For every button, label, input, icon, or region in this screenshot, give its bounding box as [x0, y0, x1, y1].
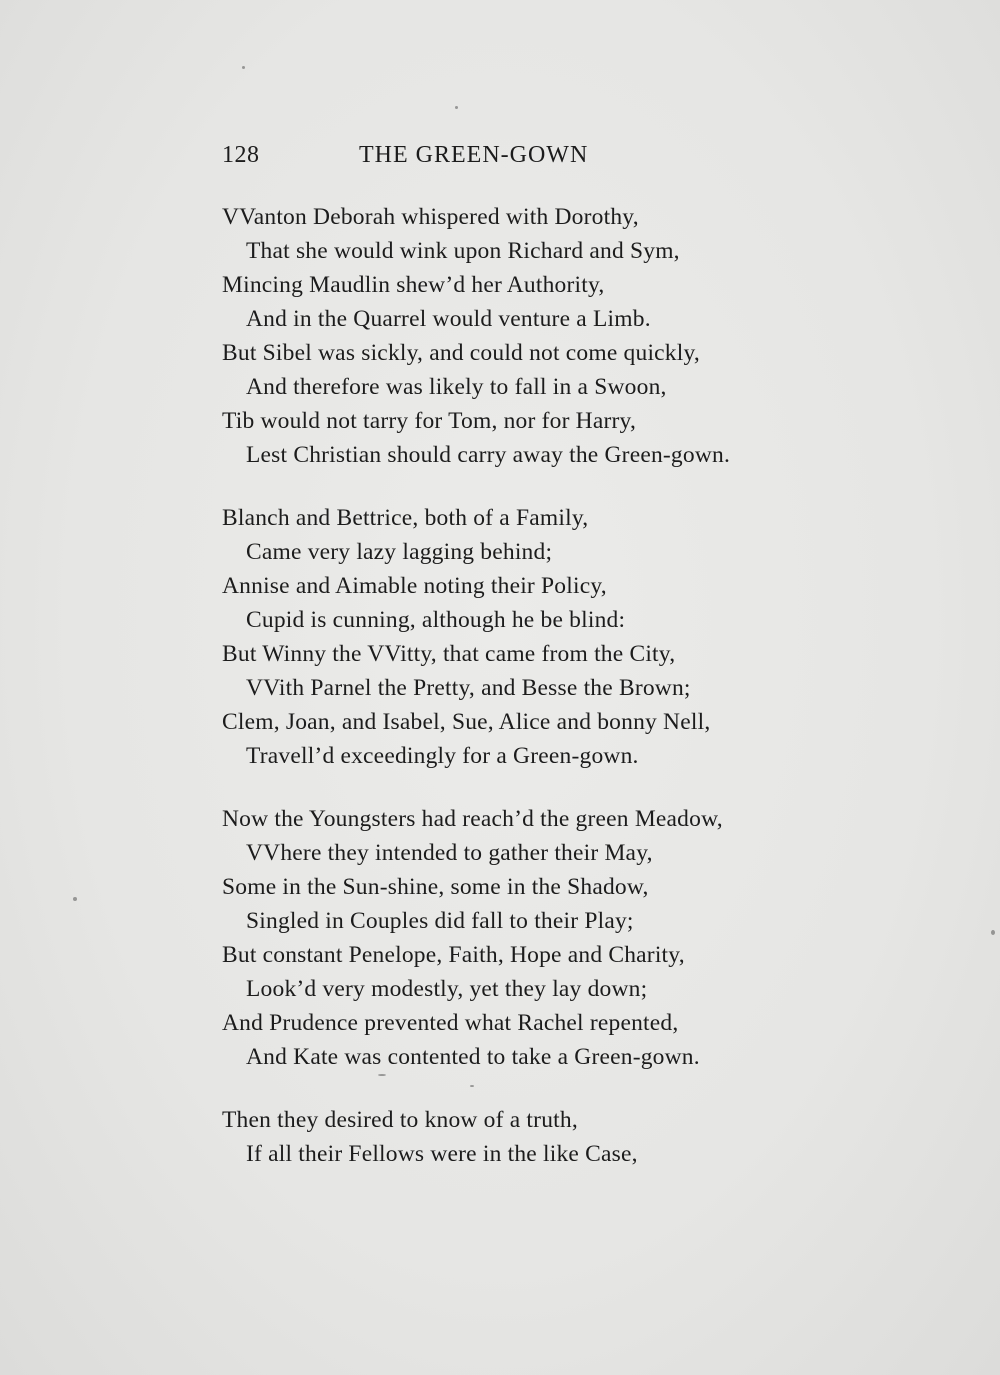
poem-line: But constant Penelope, Faith, Hope and Charity, [222, 942, 685, 968]
page-number: 128 [222, 142, 260, 168]
paper-speck [991, 930, 995, 935]
poem-line: And in the Quarrel would venture a Limb. [246, 306, 651, 332]
poem-line: Clem, Joan, and Isabel, Sue, Alice and bonny Nell, [222, 709, 711, 735]
poem-line: And Prudence prevented what Rachel repented, [222, 1010, 679, 1036]
poem-line: Mincing Maudlin shew’d her Authority, [222, 272, 605, 298]
poem-line: Look’d very modestly, yet they lay down; [246, 976, 648, 1002]
poem-line: Then they desired to know of a truth, [222, 1107, 578, 1133]
poem-line: Some in the Sun-shine, some in the Shadow, [222, 874, 649, 900]
stanza-2 [222, 501, 782, 773]
poem-line: But Winny the VVitty, that came from the City, [222, 641, 676, 667]
stanza-3 [222, 802, 782, 1074]
paper-speck [470, 1085, 474, 1087]
poem-line: Now the Youngsters had reach’d the green Meadow, [222, 806, 723, 832]
page-header [222, 142, 762, 178]
poem-line: That she would wink upon Richard and Sym, [246, 238, 680, 264]
paper-speck [378, 1074, 386, 1076]
poem-line: Tib would not tarry for Tom, nor for Harry, [222, 408, 637, 434]
poem-line: Travell’d exceedingly for a Green-gown. [246, 743, 639, 769]
poem-line: VVhere they intended to gather their May, [246, 840, 653, 866]
poem-line: Annise and Aimable noting their Policy, [222, 573, 607, 599]
poem-line: VVith Parnel the Pretty, and Besse the Brown; [246, 675, 691, 701]
poem [222, 200, 782, 1200]
poem-line: Came very lazy lagging behind; [246, 539, 553, 565]
poem-line: Singled in Couples did fall to their Play; [246, 908, 634, 934]
poem-line: But Sibel was sickly, and could not come quickly, [222, 340, 700, 366]
poem-line: VVanton Deborah whispered with Dorothy, [222, 204, 639, 230]
poem-line: And therefore was likely to fall in a Swoon, [246, 374, 667, 400]
stanza-4 [222, 1103, 782, 1171]
running-title: THE GREEN-GOWN [359, 142, 589, 168]
stanza-1 [222, 200, 782, 472]
poem-line: Cupid is cunning, although he be blind: [246, 607, 626, 633]
poem-line: Blanch and Bettrice, both of a Family, [222, 505, 589, 531]
poem-line: If all their Fellows were in the like Case, [246, 1141, 638, 1167]
poem-line: Lest Christian should carry away the Green-gown. [246, 442, 731, 468]
paper-speck [73, 897, 77, 901]
paper-speck [242, 66, 245, 69]
paper-speck [455, 106, 458, 109]
poem-line: And Kate was contented to take a Green-gown. [246, 1044, 700, 1070]
